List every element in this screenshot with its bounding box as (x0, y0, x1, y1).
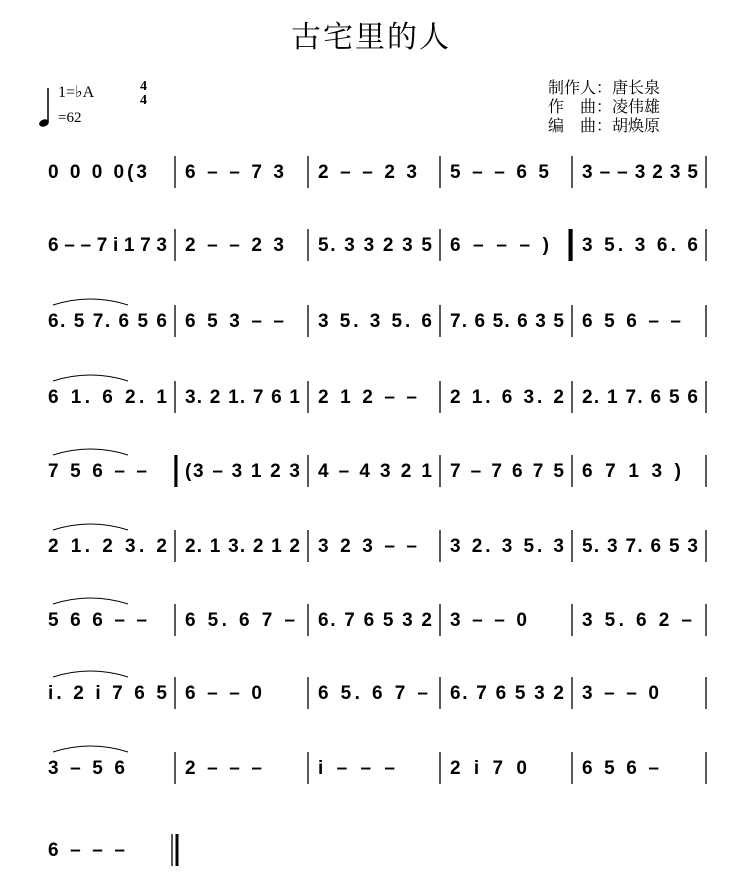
measure-5-3: 4 – 4 3 2 1 (318, 461, 432, 482)
measure-2-5: 3 5. 3 6. 6 (582, 235, 698, 256)
slur-arc (53, 671, 128, 677)
measure-2-2: 2 – – 2 3 (185, 235, 284, 256)
measure-4-1: 6 1. 6 2. 1 (48, 387, 167, 408)
measure-4-5: 2. 1 7. 6 5 6 (582, 387, 698, 408)
measure-2-4: 6 – – – ) (450, 235, 549, 256)
measure-5-2: (3 – 3 1 2 3 (185, 461, 300, 482)
measure-7-5: 3 5. 6 2 – (582, 610, 692, 631)
measure-6-1: 2 1. 2 3. 2 (48, 536, 167, 557)
tempo-marking: =62 (58, 110, 82, 126)
measure-3-3: 3 5. 3 5. 6 (318, 311, 432, 332)
time-bottom: 4 (140, 93, 147, 108)
measure-7-4: 3 – – 0 (450, 610, 527, 631)
measure-4-4: 2 1. 6 3. 2 (450, 387, 564, 408)
measure-5-4: 7 – 7 6 7 5 (450, 461, 564, 482)
slur-arc (53, 746, 128, 752)
slur-arc (53, 375, 128, 381)
measure-6-3: 3 2 3 – – (318, 536, 417, 557)
measure-3-1: 6. 5 7. 6 5 6 (48, 311, 167, 332)
measure-1-5: 3 – – 3 2 3 5 (582, 162, 698, 183)
measure-9-4: 2 i 7 0 (450, 758, 527, 779)
measure-3-4: 7. 6 5. 6 3 5 (450, 311, 564, 332)
flat-icon: ♭ (75, 84, 83, 101)
measure-2-3: 5. 3 3 2 3 5 (318, 235, 432, 256)
measure-4-3: 2 1 2 – – (318, 387, 417, 408)
slur-arc (53, 299, 128, 305)
measure-6-4: 3 2. 3 5. 3 (450, 536, 564, 557)
slur-arc (53, 524, 128, 530)
measure-8-3: 6 5. 6 7 – (318, 683, 428, 704)
measure-7-3: 6. 7 6 5 3 2 (318, 610, 432, 631)
measure-7-1: 5 6 6 – – (48, 610, 147, 631)
measure-8-4: 6. 7 6 5 3 2 (450, 683, 564, 704)
key-tonic: A (82, 84, 95, 101)
measure-8-2: 6 – – 0 (185, 683, 262, 704)
measure-1-2: 6 – – 7 3 (185, 162, 284, 183)
credit-arranger: 编 曲：胡焕原 (548, 116, 661, 135)
measure-5-1: 7 5 6 – – (48, 461, 147, 482)
measure-8-5: 3 – – 0 (582, 683, 659, 704)
measure-1-1: 0 0 0 0(3 (48, 162, 147, 183)
measure-8-1: i. 2 i 7 6 5 (48, 683, 167, 704)
measure-6-5: 5. 3 7. 6 5 3 (582, 536, 698, 557)
measure-9-3: i – – – (318, 758, 395, 779)
measure-9-5: 6 5 6 – (582, 758, 659, 779)
slur-arc (53, 598, 128, 604)
measure-4-2: 3. 2 1. 7 6 1 (185, 387, 300, 408)
measure-3-2: 6 5 3 – – (185, 311, 284, 332)
song-title: 古宅里的人 (291, 20, 451, 55)
measure-5-5: 6 7 1 3 ) (582, 461, 681, 482)
credit-composer: 作 曲：凌伟雄 (548, 97, 661, 116)
measure-6-2: 2. 1 3. 2 1 2 (185, 536, 300, 557)
measure-10-1: 6 – – – (48, 840, 125, 861)
measure-1-4: 5 – – 6 5 (450, 162, 549, 183)
time-top: 4 (140, 79, 147, 94)
measure-9-2: 2 – – – (185, 758, 262, 779)
measure-1-3: 2 – – 2 3 (318, 162, 417, 183)
slur-arc (53, 449, 128, 455)
credit-producer: 制作人：唐长泉 (548, 78, 661, 97)
measure-3-5: 6 5 6 – – (582, 311, 681, 332)
measure-9-1: 3 – 5 6 (48, 758, 125, 779)
measure-7-2: 6 5. 6 7 – (185, 610, 295, 631)
measure-2-1: 6 – – 7 i 1 7 3 (48, 235, 167, 256)
key-prefix: 1= (58, 84, 76, 101)
